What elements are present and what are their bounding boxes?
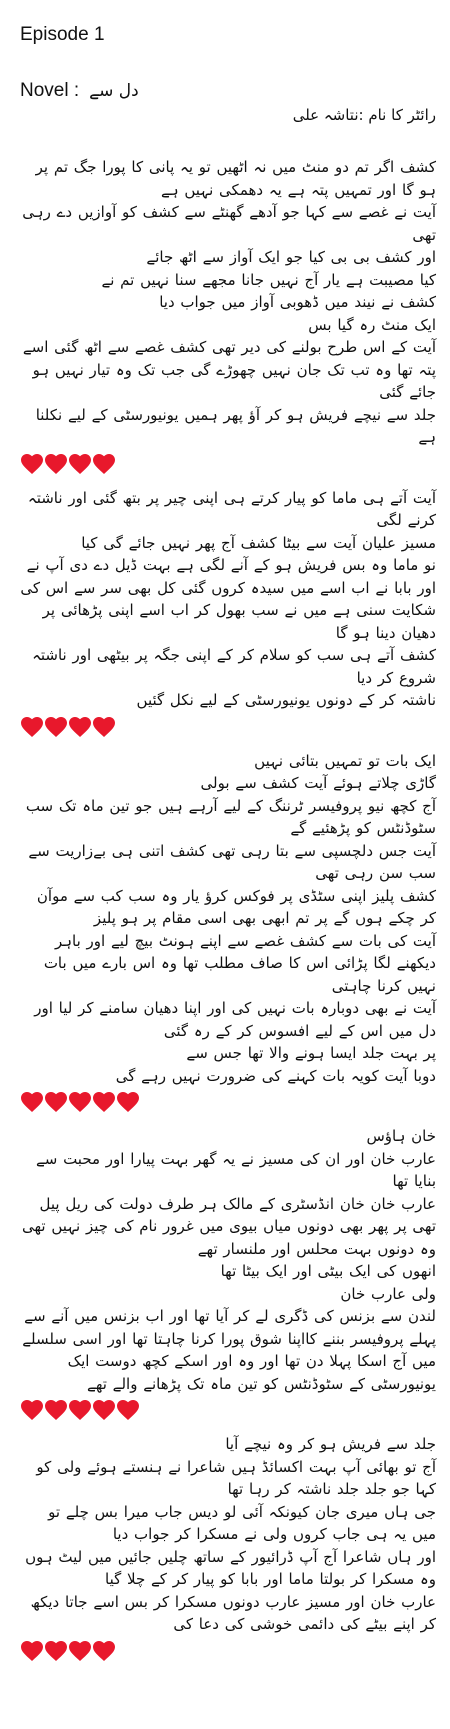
story-paragraph: مسیز علیان آیت سے بیٹا کشف آج پھر نہیں جائے گی کیا [81,533,436,552]
red-heart-icon [68,716,92,738]
story-paragraph: کیا مصیبت ہے یار آج نہیں جانا مجھے سنا نہیں تم نے [101,270,436,289]
story-paragraph: ایک منٹ رہ گیا بس [308,315,436,334]
red-heart-icon [116,1091,140,1113]
story-section [20,1125,436,1423]
red-heart-icon [20,453,44,475]
story-paragraph: آج کچھ نیو پروفیسر ٹرننگ کے لیے آرہے ہیں جو تین ماہ تک سب سٹوڈنٹس کو پڑھئیے گے [25,796,436,837]
red-heart-icon [20,1640,44,1662]
red-heart-icon [44,1399,68,1421]
story-paragraph: آیت کی بات سے کشف غصے سے اپنے ہونٹ بیچ لیے اور باہر دیکھنے لگا پڑائی اس کا صاف مطلب تھا وہ اس بارے میں بات نہیں کرنا چاہتی [43,931,436,995]
red-heart-icon [20,1091,44,1113]
red-heart-icon [68,453,92,475]
story-paragraph: کشف نے نیند میں ڈھوبی آواز میں جواب دیا [159,293,436,311]
story-paragraph: آیت نے بھی دوبارہ بات نہیں کی اور اپنا دھیان سامنے کر لیا اور دل میں اس کے لیے افسوس کر کے رہ گئی [34,999,436,1040]
novel-line [20,78,436,104]
story-paragraph: آیت آتے ہی ماما کو پیار کرتے ہی اپنی چیر پر بتھ گئی اور ناشتہ کرنے لگی [27,488,436,529]
red-heart-icon [92,716,116,738]
story-paragraph: وہ مسکرا کر بولتا ماما اور بابا کو پیار کر کے چلا گیا [105,1570,436,1588]
story-paragraph: لندن سے بزنس کی ڈگری لے کر آیا تھا اور اب بزنس میں آنے سے پہلے پروفیسر بننے کااپنا شوق پورا کرنا چاہتا تھا اور اسی سلسلے میں آج اسکا پہلا دن تھا اور وہ اور اسکے کچھ دوست ایک یونیورسٹی کے سٹوڈنٹس کو تین ماہ تک پڑھانے والے تھے [22,1307,436,1393]
heart-separator [20,453,436,477]
red-heart-icon [92,1091,116,1113]
story-paragraph: پر بہت جلد ایسا ہونے والا تھا جس سے [186,1044,436,1062]
story-paragraph: عارب خان اور ان کی مسیز نے یہ گھر بہت پیارا اور محبت سے بنایا تھا [35,1149,436,1190]
story-paragraph: آیت کے اس طرح بولنے کی دیر تھی کشف غصے سے اٹھ گئی اسے پتہ تھا وہ تب تک جان نہیں چھوڑے گی جب تک وہ تیار نہیں ہو جائے گئی [22,338,436,401]
red-heart-icon [68,1091,92,1113]
red-heart-icon [68,1640,92,1662]
story-section [20,750,436,1116]
novel-label: Novel : [20,80,80,101]
red-heart-icon [20,716,44,738]
story-paragraph: آیت نے غصے سے کہا جو آدھے گھنٹے سے کشف کو آوازیں دے رہی تھی [22,203,436,244]
story-paragraph: ایک بات تو تمہیں بتائی نہیں [254,751,436,770]
red-heart-icon [116,1399,140,1421]
story-paragraph: جلد سے نیچے فریش ہو کر آؤ پھر ہمیں یونیورسٹی کے لیے نکلنا ہے [35,405,436,446]
red-heart-icon [92,453,116,475]
story-paragraph: اور کشف بی بی کیا جو ایک آواز سے اٹھ جائے [146,248,436,266]
red-heart-icon [44,453,68,475]
heart-separator [20,1640,436,1664]
story-body [20,156,436,1664]
story-paragraph: ولی عارب خان [340,1284,436,1303]
red-heart-icon [92,1399,116,1421]
heart-separator [20,1399,436,1423]
writer-name: رائٹر کا نام :نتاشہ علی [292,106,436,124]
heart-separator [20,1091,436,1115]
story-paragraph: خان ہاؤس [366,1127,436,1145]
story-paragraph: آیت جس دلچسپی سے بتا رہی تھی کشف اتنی ہی بےزاریت سے سب سن رہی تھی [28,841,436,882]
story-paragraph: گاڑی چلاتے ہوئے آیت کشف سے بولی [200,774,436,792]
heart-separator [20,716,436,740]
story-paragraph: عارب خان خان انڈسٹری کے مالک ہر طرف دولت کی ریل پیل تھی پر پھر بھی دونوں میاں بیوی میں غرور نام کی چیز نہیں تھی وہ دونوں بہت محلس اور ملنسار تھے [21,1194,436,1258]
red-heart-icon [92,1640,116,1662]
story-paragraph: ناشتہ کر کے دونوں یونیورسٹی کے لیے نکل گئیں [136,691,436,709]
story-section [20,1433,436,1664]
episode-heading: Episode 1 [20,24,105,45]
story-paragraph: جی ہاں میری جان کیونکہ آئی لو دیس جاب میرا بس چلے تو میں یہ ہی جاب کروں ولی نے مسکرا کر جواب دیا [48,1502,436,1543]
red-heart-icon [20,1399,44,1421]
red-heart-icon [44,716,68,738]
story-paragraph: نو ماما وہ بس فریش ہو کے آنے لگی ہے بہت ڈیل دے دی آپ نے اور بابا نے اب اسے میں سیدہ کروں گئی کل بھی سر سے اس کی شکایت سنی ہے میں نے سب بھول کر اب اسے اپنی پڑھائی پر دھیان دینا ہو گا [20,556,436,642]
story-paragraph: کشف پلیز اپنی سٹڈی پر فوکس کرؤ یار وہ سب کب سے موآن کر چکے ہوں گے پر تم ابھی بھی اسی مقام پر ہو پلیز [36,886,436,927]
story-paragraph: کشف اگر تم دو منٹ میں نہ اٹھیں تو یہ پانی کا پورا جگ تم پر ہو گا اور تمہیں پتہ ہے یہ دھمکی نہیں ہے [35,158,436,199]
story-paragraph: عارب خان اور مسیز عارب دونوں مسکرا کر بس اسے جاتا دیکھ کر اپنے بیٹے کی دائمی خوشی کی دعا کی [30,1592,436,1633]
story-paragraph: کشف آتے ہی سب کو سلام کر کے اپنی جگہ پر بیٹھی اور ناشتہ شروع کر دیا [32,646,436,687]
story-paragraph: آج تو بھائی آپ بہت اکسائڈ ہیں شاعرا نے ہنستے ہوئے ولی کو کہا جو جلد جلد ناشتہ کر رہا تھا [36,1457,436,1498]
story-paragraph: دوبا آیت کویہ بات کہنے کی ضرورت نہیں رہے گی [115,1066,436,1085]
story-paragraph: انھوں کی ایک بیٹی اور ایک بیٹا تھا [220,1262,436,1280]
novel-title: دل سے [89,81,139,101]
red-heart-icon [44,1091,68,1113]
story-paragraph: جلد سے فریش ہو کر وہ نیچے آیا [225,1435,436,1453]
story-section [20,156,436,477]
story-paragraph: اور ہاں شاعرا آج آپ ڈرائیور کے ساتھ چلیں جائیں میں لیٹ ہوں [25,1547,436,1566]
red-heart-icon [44,1640,68,1662]
red-heart-icon [68,1399,92,1421]
story-section [20,487,436,740]
